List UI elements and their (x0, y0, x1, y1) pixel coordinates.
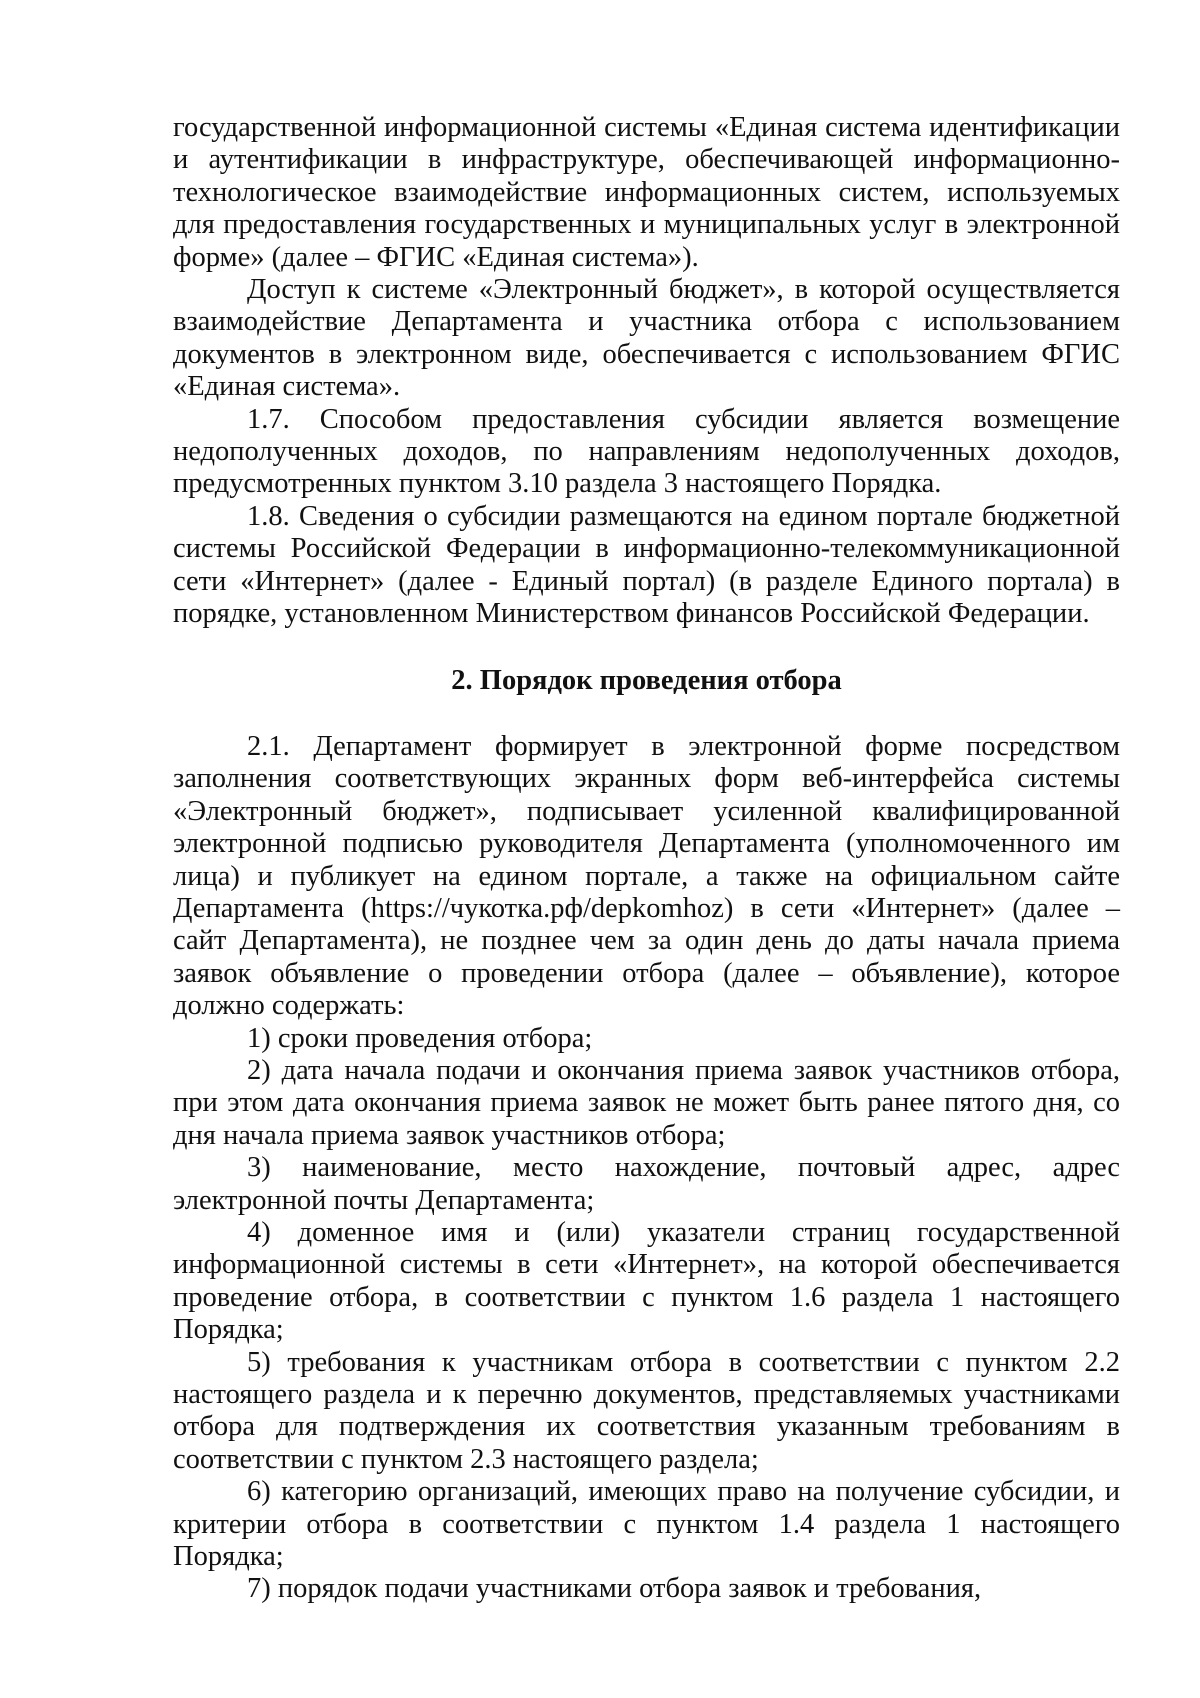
document-page (173, 112, 1120, 1606)
list-item-2: 2) дата начала подачи и окончания приема заявок участников отбора, при этом дата окончания приема заявок не может быть ранее пятого дня, со дня начала приема заявок участников отбора; (173, 1054, 1120, 1151)
paragraph-access-electronic-budget: Доступ к системе «Электронный бюджет», в которой осуществляется взаимодействие Департамента и участника отбора с использованием документов в электронном виде, обеспечивается с использованием ФГИС «Единая система». (173, 274, 1120, 403)
paragraph-1-8: 1.8. Сведения о субсидии размещаются на едином портале бюджетной системы Российской Федерации в информационно-телекоммуникационной сети «Интернет» (далее - Единый портал) (в разделе Единого портала) в порядке, установленном Министерством финансов Российской Федерации. (173, 500, 1120, 630)
section-heading: 2. Порядок проведения отбора (451, 664, 842, 696)
list-item-1: 1) сроки проведения отбора; (247, 1022, 593, 1054)
paragraph-continuation-fgis: государственной информационной системы «Единая система идентификации и аутентификации в инфраструктуре, обеспечивающей информационно-технологическое взаимодействие информационных систем, используемых для предоставления государственных и муниципальных услуг в электронной форме» (далее – ФГИС «Единая система»). (173, 112, 1120, 273)
paragraph-2-1: 2.1. Департамент формирует в электронной форме посредством заполнения соответствующих экранных форм веб-интерфейса системы «Электронный бюджет», подписывает усиленной квалифицированной электронной подписью руководителя Департамента (уполномоченного им лица) и публикует на едином портале, а также на официальном сайте Департамента (https://чукотка.рф/depkomhoz) в сети «Интернет» (далее – сайт Департамента), не позднее чем за один день до даты начала приема заявок объявление о проведении отбора (далее – объявление), которое должно содержать: (173, 730, 1120, 1022)
list-item-4: 4) доменное имя и (или) указатели страниц государственной информационной системы в сети «Интернет», на которой обеспечивается проведение отбора, в соответствии с пунктом 1.6 раздела 1 настоящего Порядка; (173, 1217, 1120, 1346)
list-item-6: 6) категорию организаций, имеющих право на получение субсидии, и критерии отбора в соответствии с пунктом 1.4 раздела 1 настоящего Порядка; (173, 1476, 1120, 1573)
paragraph-1-7: 1.7. Способом предоставления субсидии является возмещение недополученных доходов, по направлениям недополученных доходов, предусмотренных пунктом 3.10 раздела 3 настоящего Порядка. (173, 403, 1120, 500)
list-item-7: 7) порядок подачи участниками отбора заявок и требования, (247, 1573, 982, 1605)
list-item-3: 3) наименование, место нахождение, почтовый адрес, адрес электронной почты Департамента; (173, 1152, 1120, 1216)
list-item-5: 5) требования к участникам отбора в соответствии с пунктом 2.2 настоящего раздела и к перечню документов, представляемых участниками отбора для подтверждения их соответствия указанным требованиям в соответствии с пунктом 2.3 настоящего раздела; (173, 1346, 1120, 1475)
